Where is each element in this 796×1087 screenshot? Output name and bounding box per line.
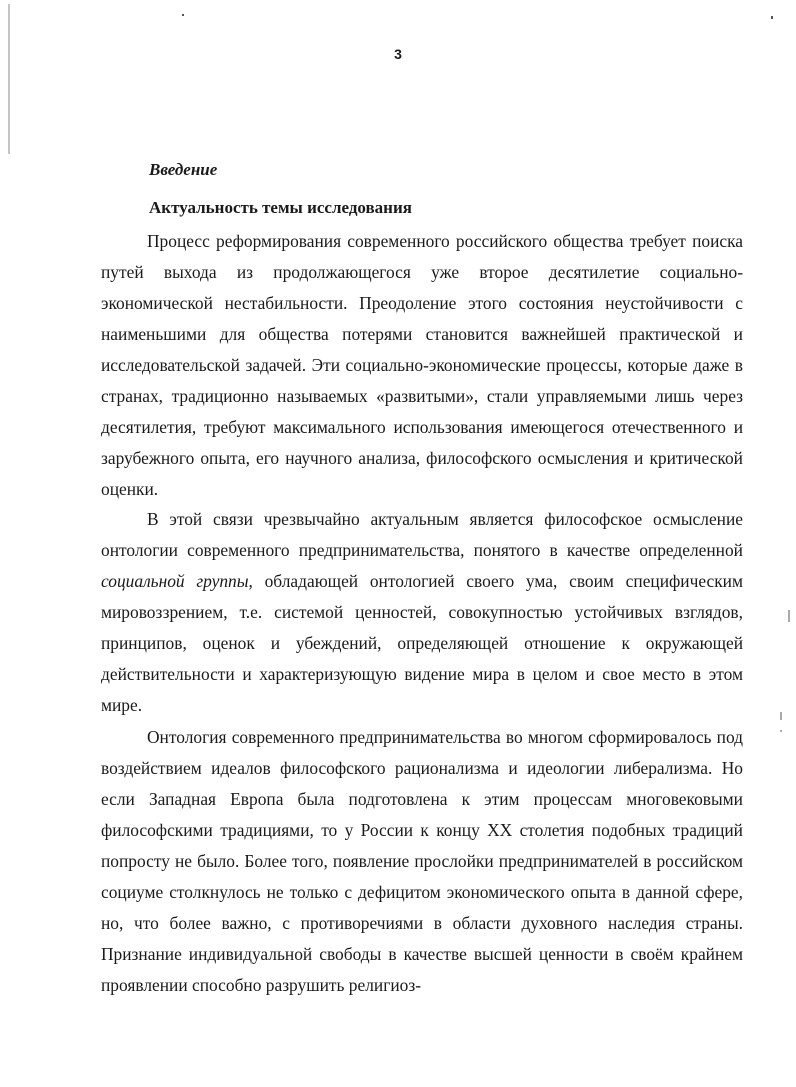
section-title: Введение [149,160,218,179]
paragraph-1: Процесс реформирования современного российского общества требует поиска путей выхода из продолжающегося уже второе десятилетие социально-экономической нестабильности. Преодоление этого состояния неустойчивости с наименьшими для общества потерями становится важнейшей практической и исследовательской задачей. Эти социально-экономические процессы, которые даже в странах, традиционно называемых «развитыми», стали управляемыми лишь через десятилетия, требуют максимального использования имеющегося отечественного и зарубежного опыта, его научного анализа, философского осмысления и критической оценки. [101,231,743,499]
subsection-title: Актуальность темы исследования [149,198,412,217]
page-number: 3 [394,46,402,62]
scan-speck [8,4,10,154]
scan-speck [780,730,782,732]
paragraph-2-text-end: , обладающей онтологией своего ума, своим специфическим мировоззрением, т.е. системой ценностей, совокупностью устойчивых взглядов, принципов, оценок и убеждений, определяющей отношение к окружающей действительности и характеризующую видение мира в целом и свое место в этом мире. [101,571,743,715]
scan-speck [780,712,782,720]
paragraph-2-italic-term: социальной группы [101,571,249,591]
scan-speck [771,16,773,19]
paragraph-3: Онтология современного предпринимательства во многом сформировалось под воздействием идеалов философского рационализма и идеологии либерализма. Но если Западная Европа была подготовлена к этим процессам многовековыми философскими традициями, то у России к концу XX столетия подобных традиций попросту не было. Более того, появление прослойки предпринимателей в российском социуме столкнулось не только с дефицитом экономического опыта в данной сфере, но, что более важно, с противоречиями в области духовного наследия страны. Признание индивидуальной свободы в качестве высшей ценности в своём крайнем проявлении способно разрушить религиоз- [101,727,743,995]
scan-speck [788,610,790,622]
paragraph-2-text-start: В этой связи чрезвычайно актуальным является философское осмысление онтологии современного предпринимательства, понятого в качестве определенной [101,509,743,560]
paragraph-2 [101,504,743,721]
scan-speck [182,14,184,16]
